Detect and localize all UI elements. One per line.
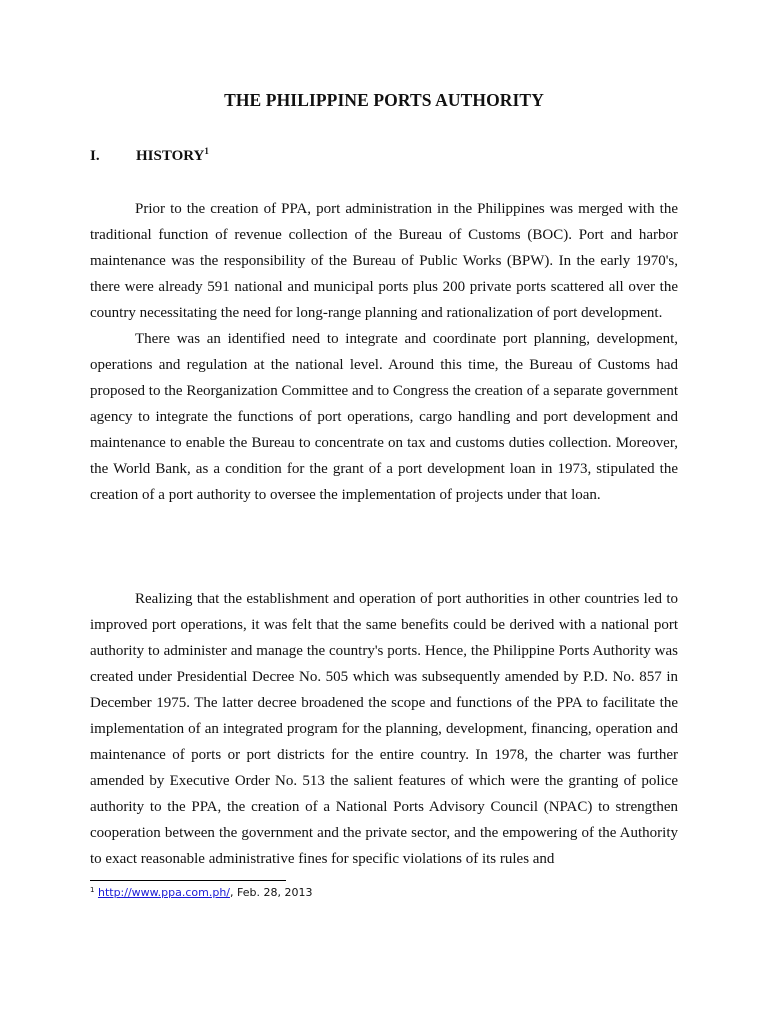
paragraph-3: Realizing that the establishment and operation of port authorities in other countries led to improved port operations, it was felt that the same benefits could be derived with a national port authority to administer and manage the country's ports. Hence, the Philippine Ports Authority was created under Presidential Decree No. 505 which was subsequently amended by P.D. No. 857 in December 1975. The latter decree broadened the scope and functions of the PPA to facilitate the implementation of an integrated program for the planning, development, financing, operation and maintenance of ports or port districts for the entire country. In 1978, the charter was further amended by Executive Order No. 513 the salient features of which were the granting of police authority to the PPA, the creation of a National Ports Advisory Council (NPAC) to strengthen cooperation between the government and the private sector, and the empowering of the Authority to exact reasonable administrative fines for specific violations of its rules and [90,591,678,867]
section-heading [90,148,209,165]
paragraph-2: There was an identified need to integrate and coordinate port planning, development, operations and regulation at the national level. Around this time, the Bureau of Customs had proposed to the Reorganization Committee and to Congress the creation of a separate government agency to integrate the functions of port operations, cargo handling and port development and maintenance to enable the Bureau to concentrate on tax and customs duties collection. Moreover, the World Bank, as a condition for the grant of a port development loan in 1973, stipulated the creation of a port authority to oversee the implementation of projects under that loan. [90,331,678,503]
section-title: HISTORY [136,148,205,164]
footnote [90,886,312,899]
footnote-mark: 1 [90,886,95,894]
section-number: I. [90,148,100,164]
footnote-separator [90,880,286,881]
footnote-link[interactable]: http://www.ppa.com.ph/ [97,886,230,899]
footnote-reference[interactable]: 1 [204,146,209,156]
paragraph-1: Prior to the creation of PPA, port administration in the Philippines was merged with the traditional function of revenue collection of the Bureau of Customs (BOC). Port and harbor maintenance was the responsibility of the Bureau of Public Works (BPW). In the early 1970's, there were already 591 national and municipal ports plus 200 private ports scattered all over the country necessitating the need for long-range planning and rationalization of port development. [90,201,678,321]
footnote-date: , Feb. 28, 2013 [230,886,313,899]
document-title: THE PHILIPPINE PORTS AUTHORITY [224,90,544,110]
